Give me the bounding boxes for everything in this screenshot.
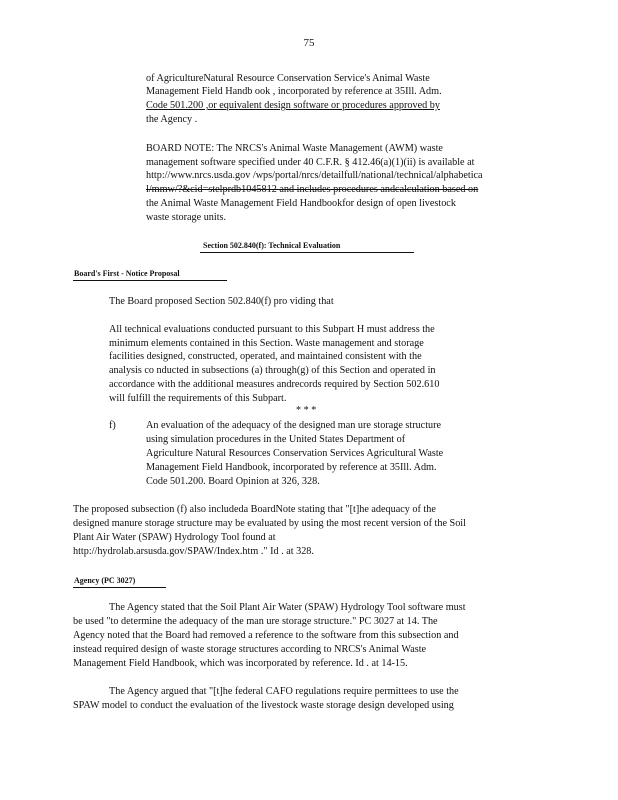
text-line: The Board proposed Section 502.840(f) pro viding that bbox=[109, 296, 334, 307]
nrcs-url-line: http://www.nrcs.usda.gov /wps/portal/nrcs/detailfull/national/technical/alphabetica bbox=[146, 170, 483, 181]
text-line: http://hydrolab.arsusda.gov/SPAW/Index.htm ." Id . at 328. bbox=[73, 546, 314, 557]
section-heading-underline bbox=[200, 252, 414, 253]
text-line: The proposed subsection (f) also includeda BoardNote stating that "[t]he adequacy of the bbox=[73, 504, 436, 515]
text-line: Agency noted that the Board had removed a reference to the software from this subsection and bbox=[73, 630, 459, 641]
text-line: using simulation procedures in the United States Department of bbox=[146, 434, 406, 445]
agency-heading-underline bbox=[73, 587, 166, 588]
text-line: the Agency . bbox=[146, 114, 198, 125]
text-line: Agriculture Natural Resources Conservation Services Agricultural Waste bbox=[146, 448, 444, 459]
text-line: Code 501.200. Board Opinion at 326, 328. bbox=[146, 476, 320, 487]
asterisks: * * * bbox=[296, 405, 317, 416]
text-line: be used "to determine the adequacy of the man ure storage structure." PC 3027 at 14. The bbox=[73, 616, 438, 627]
section-heading: Section 502.840(f): Technical Evaluation bbox=[203, 241, 341, 250]
board-proposal-heading: Board's First - Notice Proposal bbox=[74, 269, 180, 278]
text-line: BOARD NOTE: The NRCS's Animal Waste Management (AWM) waste bbox=[146, 143, 443, 154]
text-line: the Animal Waste Management Field Handbookfor design of open livestock bbox=[146, 198, 456, 209]
text-line: An evaluation of the adequacy of the designed man ure storage structure bbox=[146, 420, 442, 431]
text-line: accordance with the additional measures andrecords required by Section 502.610 bbox=[109, 379, 440, 390]
text-line: Plant Air Water (SPAW) Hydrology Tool found at bbox=[73, 532, 276, 543]
text-line: designed manure storage structure may be evaluated by using the most recent version of the Soil bbox=[73, 518, 466, 529]
text-line: The Agency stated that the Soil Plant Air Water (SPAW) Hydrology Tool software must bbox=[109, 602, 466, 613]
text-line: instead required design of waste storage structures according to NRCS's Animal Waste bbox=[73, 644, 427, 655]
text-line: minimum elements contained in this Section. Waste management and storage bbox=[109, 338, 424, 349]
text-line: facilities designed, constructed, operated, and maintained consistent with the bbox=[109, 351, 422, 362]
text-line: The Agency argued that "[t]he federal CAFO regulations require permittees to use the bbox=[109, 686, 459, 697]
text-line: will fulfill the requirements of this Subpart. bbox=[109, 393, 287, 404]
text-line: SPAW model to conduct the evaluation of the livestock waste storage design developed using bbox=[73, 700, 454, 711]
page-number: 75 bbox=[303, 37, 315, 49]
text-line: Management Field Handbook, which was incorporated by reference. Id . at 14-15. bbox=[73, 658, 408, 669]
text-line: analysis co nducted in subsections (a) through(g) of this Section and operated in bbox=[109, 365, 436, 376]
text-line: of AgricultureNatural Resource Conservation Service's Animal Waste bbox=[146, 73, 430, 84]
item-label: f) bbox=[109, 420, 116, 431]
text-line: Management Field Handbook, incorporated by reference at 35Ill. Adm. bbox=[146, 462, 437, 473]
text-line: Code 501.200 ,or equivalent design software or procedures approved by bbox=[146, 100, 440, 111]
agency-heading: Agency (PC 3027) bbox=[74, 576, 136, 585]
text-line: All technical evaluations conducted pursuant to this Subpart H must address the bbox=[109, 324, 435, 335]
text-line: waste storage units. bbox=[146, 212, 227, 223]
struck-line: l/mmw/?&cid=stelprdb1045812 and includes procedures andcalculation based on bbox=[146, 184, 479, 195]
board-heading-underline bbox=[73, 280, 227, 281]
text-line: Management Field Handb ook , incorporated by reference at 35Ill. Adm. bbox=[146, 86, 442, 97]
text-line: management software specified under 40 C.F.R. § 412.46(a)(1)(ii) is available at bbox=[146, 157, 475, 168]
